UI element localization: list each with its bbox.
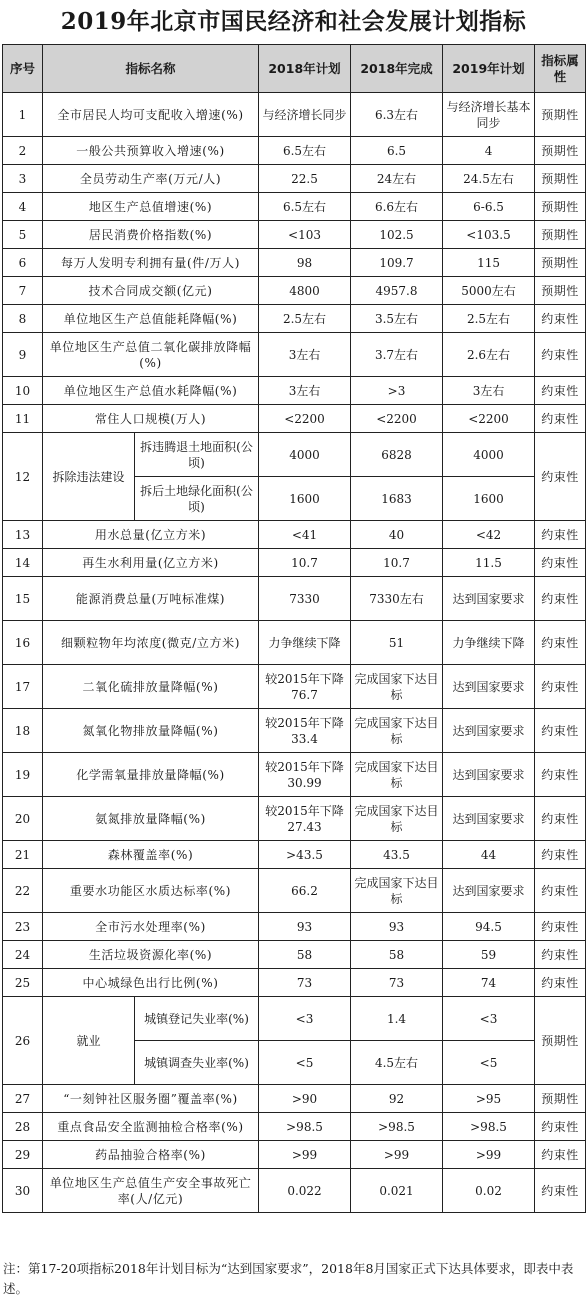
plan-2018-value: >99 <box>259 1141 351 1169</box>
row-name: “一刻钟社区服务圈”覆盖率(%) <box>43 1085 259 1113</box>
plan-2018-value: 4000 <box>259 433 351 477</box>
row-number: 4 <box>3 193 43 221</box>
done-2018-value: 完成国家下达目标 <box>351 753 443 797</box>
row-name: 单位地区生产总值生产安全事故死亡率(人/亿元) <box>43 1169 259 1213</box>
done-2018-value: 43.5 <box>351 841 443 869</box>
done-2018-value: 92 <box>351 1085 443 1113</box>
done-2018-value: 58 <box>351 941 443 969</box>
row-name: 地区生产总值增速(%) <box>43 193 259 221</box>
plan-2018-value: 较2015年下降76.7 <box>259 665 351 709</box>
row-number: 29 <box>3 1141 43 1169</box>
attribute-value: 约束性 <box>535 521 586 549</box>
attribute-value: 约束性 <box>535 433 586 521</box>
table-row <box>3 841 586 869</box>
plan-2018-value: 0.022 <box>259 1169 351 1213</box>
plan-2019-value: 2.6左右 <box>443 333 535 377</box>
plan-2018-value: <5 <box>259 1041 351 1085</box>
done-2018-value: 10.7 <box>351 549 443 577</box>
table-row <box>3 969 586 997</box>
table-row <box>3 521 586 549</box>
plan-2019-value: 达到国家要求 <box>443 709 535 753</box>
attribute-value: 约束性 <box>535 969 586 997</box>
row-name: 重要水功能区水质达标率(%) <box>43 869 259 913</box>
row-name: 重点食品安全监测抽检合格率(%) <box>43 1113 259 1141</box>
done-2018-value: 4.5左右 <box>351 1041 443 1085</box>
row-number: 18 <box>3 709 43 753</box>
attribute-value: 预期性 <box>535 93 586 137</box>
attribute-value: 预期性 <box>535 221 586 249</box>
table-row <box>3 249 586 277</box>
plan-2019-value: 11.5 <box>443 549 535 577</box>
header-row <box>3 45 586 93</box>
plan-2019-value: >98.5 <box>443 1113 535 1141</box>
table-row <box>3 221 586 249</box>
row-number: 30 <box>3 1169 43 1213</box>
row-number: 26 <box>3 997 43 1085</box>
table-row <box>3 797 586 841</box>
plan-2018-value: <2200 <box>259 405 351 433</box>
table-row <box>3 621 586 665</box>
row-name: 单位地区生产总值二氧化碳排放降幅(%) <box>43 333 259 377</box>
page-title: 2019年北京市国民经济和社会发展计划指标 <box>60 8 527 35</box>
plan-2018-value: 6.5左右 <box>259 193 351 221</box>
plan-2019-value: <42 <box>443 521 535 549</box>
done-2018-value: >98.5 <box>351 1113 443 1141</box>
row-name: 一般公共预算收入增速(%) <box>43 137 259 165</box>
done-2018-value: <2200 <box>351 405 443 433</box>
table-row <box>3 577 586 621</box>
plan-2019-value: <3 <box>443 997 535 1041</box>
plan-2019-value: 59 <box>443 941 535 969</box>
plan-2018-value: >98.5 <box>259 1113 351 1141</box>
row-name: 单位地区生产总值能耗降幅(%) <box>43 305 259 333</box>
plan-2019-value: 6-6.5 <box>443 193 535 221</box>
row-name: 氨氮排放量降幅(%) <box>43 797 259 841</box>
done-2018-value: 51 <box>351 621 443 665</box>
row-name: 药品抽验合格率(%) <box>43 1141 259 1169</box>
plan-2018-value: >43.5 <box>259 841 351 869</box>
table-row <box>3 305 586 333</box>
row-name: 全市居民人均可支配收入增速(%) <box>43 93 259 137</box>
attribute-value: 预期性 <box>535 193 586 221</box>
row-name: 二氧化硫排放量降幅(%) <box>43 665 259 709</box>
header-plan-2019: 2019年计划 <box>443 45 535 93</box>
attribute-value: 约束性 <box>535 841 586 869</box>
row-name: 拆除违法建设 <box>43 433 135 521</box>
attribute-value: 预期性 <box>535 1085 586 1113</box>
attribute-value: 约束性 <box>535 377 586 405</box>
plan-2019-value: 94.5 <box>443 913 535 941</box>
plan-2019-value: 达到国家要求 <box>443 753 535 797</box>
header-name: 指标名称 <box>43 45 259 93</box>
done-2018-value: 6.3左右 <box>351 93 443 137</box>
plan-2018-value: <103 <box>259 221 351 249</box>
done-2018-value: 40 <box>351 521 443 549</box>
table-row <box>3 377 586 405</box>
row-number: 28 <box>3 1113 43 1141</box>
attribute-value: 约束性 <box>535 753 586 797</box>
row-number: 1 <box>3 93 43 137</box>
done-2018-value: 完成国家下达目标 <box>351 869 443 913</box>
table-row <box>3 93 586 137</box>
row-number: 25 <box>3 969 43 997</box>
table-row <box>3 1169 586 1213</box>
plan-2018-value: 58 <box>259 941 351 969</box>
done-2018-value: 4957.8 <box>351 277 443 305</box>
plan-2018-value: 7330 <box>259 577 351 621</box>
plan-2019-value: <103.5 <box>443 221 535 249</box>
attribute-value: 约束性 <box>535 549 586 577</box>
plan-2019-value: 达到国家要求 <box>443 577 535 621</box>
attribute-value: 约束性 <box>535 1169 586 1213</box>
attribute-value: 预期性 <box>535 137 586 165</box>
table-row <box>3 665 586 709</box>
plan-2019-value: 5000左右 <box>443 277 535 305</box>
attribute-value: 约束性 <box>535 941 586 969</box>
done-2018-value: 6828 <box>351 433 443 477</box>
done-2018-value: 7330左右 <box>351 577 443 621</box>
row-number: 13 <box>3 521 43 549</box>
header-attr: 指标属性 <box>535 45 586 93</box>
row-number: 15 <box>3 577 43 621</box>
header-plan-2018: 2018年计划 <box>259 45 351 93</box>
plan-2019-value: 达到国家要求 <box>443 869 535 913</box>
done-2018-value: 完成国家下达目标 <box>351 797 443 841</box>
table-row <box>3 433 586 477</box>
attribute-value: 约束性 <box>535 797 586 841</box>
plan-2019-value: 达到国家要求 <box>443 665 535 709</box>
plan-2019-value: >99 <box>443 1141 535 1169</box>
done-2018-value: 1683 <box>351 477 443 521</box>
table-row <box>3 1141 586 1169</box>
done-2018-value: 24左右 <box>351 165 443 193</box>
table-row <box>3 709 586 753</box>
row-number: 17 <box>3 665 43 709</box>
row-name: 细颗粒物年均浓度(微克/立方米) <box>43 621 259 665</box>
row-number: 19 <box>3 753 43 797</box>
table-row <box>3 997 586 1041</box>
plan-2019-value: 4 <box>443 137 535 165</box>
row-name: 技术合同成交额(亿元) <box>43 277 259 305</box>
row-name: 居民消费价格指数(%) <box>43 221 259 249</box>
attribute-value: 约束性 <box>535 621 586 665</box>
plan-2018-value: 与经济增长同步 <box>259 93 351 137</box>
table-row <box>3 333 586 377</box>
row-name: 森林覆盖率(%) <box>43 841 259 869</box>
row-number: 11 <box>3 405 43 433</box>
table-row <box>3 1113 586 1141</box>
done-2018-value: 完成国家下达目标 <box>351 709 443 753</box>
attribute-value: 约束性 <box>535 869 586 913</box>
row-number: 3 <box>3 165 43 193</box>
plan-2019-value: 与经济增长基本同步 <box>443 93 535 137</box>
sub-indicator-name: 拆违腾退土地面积(公顷) <box>135 433 259 477</box>
attribute-value: 约束性 <box>535 665 586 709</box>
plan-2018-value: 1600 <box>259 477 351 521</box>
done-2018-value: 109.7 <box>351 249 443 277</box>
row-name: 能源消费总量(万吨标准煤) <box>43 577 259 621</box>
row-number: 22 <box>3 869 43 913</box>
plan-2018-value: 10.7 <box>259 549 351 577</box>
attribute-value: 预期性 <box>535 997 586 1085</box>
sub-indicator-name: 城镇调查失业率(%) <box>135 1041 259 1085</box>
row-name: 常住人口规模(万人) <box>43 405 259 433</box>
plan-2019-value: 3左右 <box>443 377 535 405</box>
done-2018-value: 6.6左右 <box>351 193 443 221</box>
row-number: 23 <box>3 913 43 941</box>
plan-2018-value: 较2015年下降27.43 <box>259 797 351 841</box>
row-number: 16 <box>3 621 43 665</box>
table-row <box>3 941 586 969</box>
table-row <box>3 753 586 797</box>
row-name: 再生水利用量(亿立方米) <box>43 549 259 577</box>
row-number: 2 <box>3 137 43 165</box>
sub-indicator-name: 城镇登记失业率(%) <box>135 997 259 1041</box>
plan-2019-value: 2.5左右 <box>443 305 535 333</box>
footnote: 注：第17-20项指标2018年计划目标为“达到国家要求”，2018年8月国家正式下达具体要求，即表中表述。 <box>3 1261 574 1296</box>
row-name: 用水总量(亿立方米) <box>43 521 259 549</box>
row-number: 20 <box>3 797 43 841</box>
row-number: 21 <box>3 841 43 869</box>
plan-2019-value: <2200 <box>443 405 535 433</box>
plan-2018-value: 73 <box>259 969 351 997</box>
plan-2018-value: 22.5 <box>259 165 351 193</box>
done-2018-value: 3.5左右 <box>351 305 443 333</box>
row-name: 中心城绿色出行比例(%) <box>43 969 259 997</box>
done-2018-value: 93 <box>351 913 443 941</box>
plan-2019-value: 力争继续下降 <box>443 621 535 665</box>
table-row <box>3 165 586 193</box>
plan-2018-value: 4800 <box>259 277 351 305</box>
plan-2018-value: <41 <box>259 521 351 549</box>
plan-2019-value: 达到国家要求 <box>443 797 535 841</box>
attribute-value: 约束性 <box>535 333 586 377</box>
plan-2018-value: 66.2 <box>259 869 351 913</box>
plan-2019-value: 74 <box>443 969 535 997</box>
done-2018-value: >3 <box>351 377 443 405</box>
header-done-2018: 2018年完成 <box>351 45 443 93</box>
attribute-value: 约束性 <box>535 305 586 333</box>
attribute-value: 预期性 <box>535 249 586 277</box>
table-row <box>3 277 586 305</box>
row-number: 5 <box>3 221 43 249</box>
row-name: 单位地区生产总值水耗降幅(%) <box>43 377 259 405</box>
plan-2019-value: 24.5左右 <box>443 165 535 193</box>
row-name: 全员劳动生产率(万元/人) <box>43 165 259 193</box>
attribute-value: 约束性 <box>535 913 586 941</box>
done-2018-value: 1.4 <box>351 997 443 1041</box>
plan-2018-value: 2.5左右 <box>259 305 351 333</box>
attribute-value: 约束性 <box>535 709 586 753</box>
table-row <box>3 137 586 165</box>
row-number: 6 <box>3 249 43 277</box>
plan-2018-value: 力争继续下降 <box>259 621 351 665</box>
header-no: 序号 <box>3 45 43 93</box>
row-number: 10 <box>3 377 43 405</box>
row-name: 每万人发明专利拥有量(件/万人) <box>43 249 259 277</box>
row-name: 生活垃圾资源化率(%) <box>43 941 259 969</box>
plan-2018-value: 3左右 <box>259 377 351 405</box>
attribute-value: 约束性 <box>535 577 586 621</box>
row-name: 氮氧化物排放量降幅(%) <box>43 709 259 753</box>
row-number: 8 <box>3 305 43 333</box>
attribute-value: 约束性 <box>535 1113 586 1141</box>
row-number: 12 <box>3 433 43 521</box>
table-row <box>3 913 586 941</box>
row-number: 14 <box>3 549 43 577</box>
done-2018-value: 102.5 <box>351 221 443 249</box>
plan-2018-value: >90 <box>259 1085 351 1113</box>
row-number: 9 <box>3 333 43 377</box>
plan-2019-value: 44 <box>443 841 535 869</box>
done-2018-value: 73 <box>351 969 443 997</box>
done-2018-value: >99 <box>351 1141 443 1169</box>
done-2018-value: 6.5 <box>351 137 443 165</box>
row-name: 化学需氧量排放量降幅(%) <box>43 753 259 797</box>
attribute-value: 预期性 <box>535 165 586 193</box>
table-row <box>3 1085 586 1113</box>
row-name: 就业 <box>43 997 135 1085</box>
plan-2019-value: <5 <box>443 1041 535 1085</box>
table-row <box>3 193 586 221</box>
plan-2018-value: <3 <box>259 997 351 1041</box>
table-row <box>3 869 586 913</box>
plan-2018-value: 3左右 <box>259 333 351 377</box>
plan-2018-value: 98 <box>259 249 351 277</box>
done-2018-value: 0.021 <box>351 1169 443 1213</box>
done-2018-value: 完成国家下达目标 <box>351 665 443 709</box>
attribute-value: 约束性 <box>535 405 586 433</box>
plan-2019-value: >95 <box>443 1085 535 1113</box>
plan-2019-value: 0.02 <box>443 1169 535 1213</box>
row-number: 7 <box>3 277 43 305</box>
table-row <box>3 405 586 433</box>
done-2018-value: 3.7左右 <box>351 333 443 377</box>
row-number: 27 <box>3 1085 43 1113</box>
plan-2018-value: 6.5左右 <box>259 137 351 165</box>
table-row <box>3 549 586 577</box>
plan-2018-value: 93 <box>259 913 351 941</box>
row-number: 24 <box>3 941 43 969</box>
plan-2019-value: 115 <box>443 249 535 277</box>
attribute-value: 预期性 <box>535 277 586 305</box>
plan-2018-value: 较2015年下降33.4 <box>259 709 351 753</box>
sub-indicator-name: 拆后土地绿化面积(公顷) <box>135 477 259 521</box>
indicator-table <box>2 44 586 1213</box>
plan-2019-value: 1600 <box>443 477 535 521</box>
row-name: 全市污水处理率(%) <box>43 913 259 941</box>
plan-2018-value: 较2015年下降30.99 <box>259 753 351 797</box>
plan-2019-value: 4000 <box>443 433 535 477</box>
attribute-value: 约束性 <box>535 1141 586 1169</box>
